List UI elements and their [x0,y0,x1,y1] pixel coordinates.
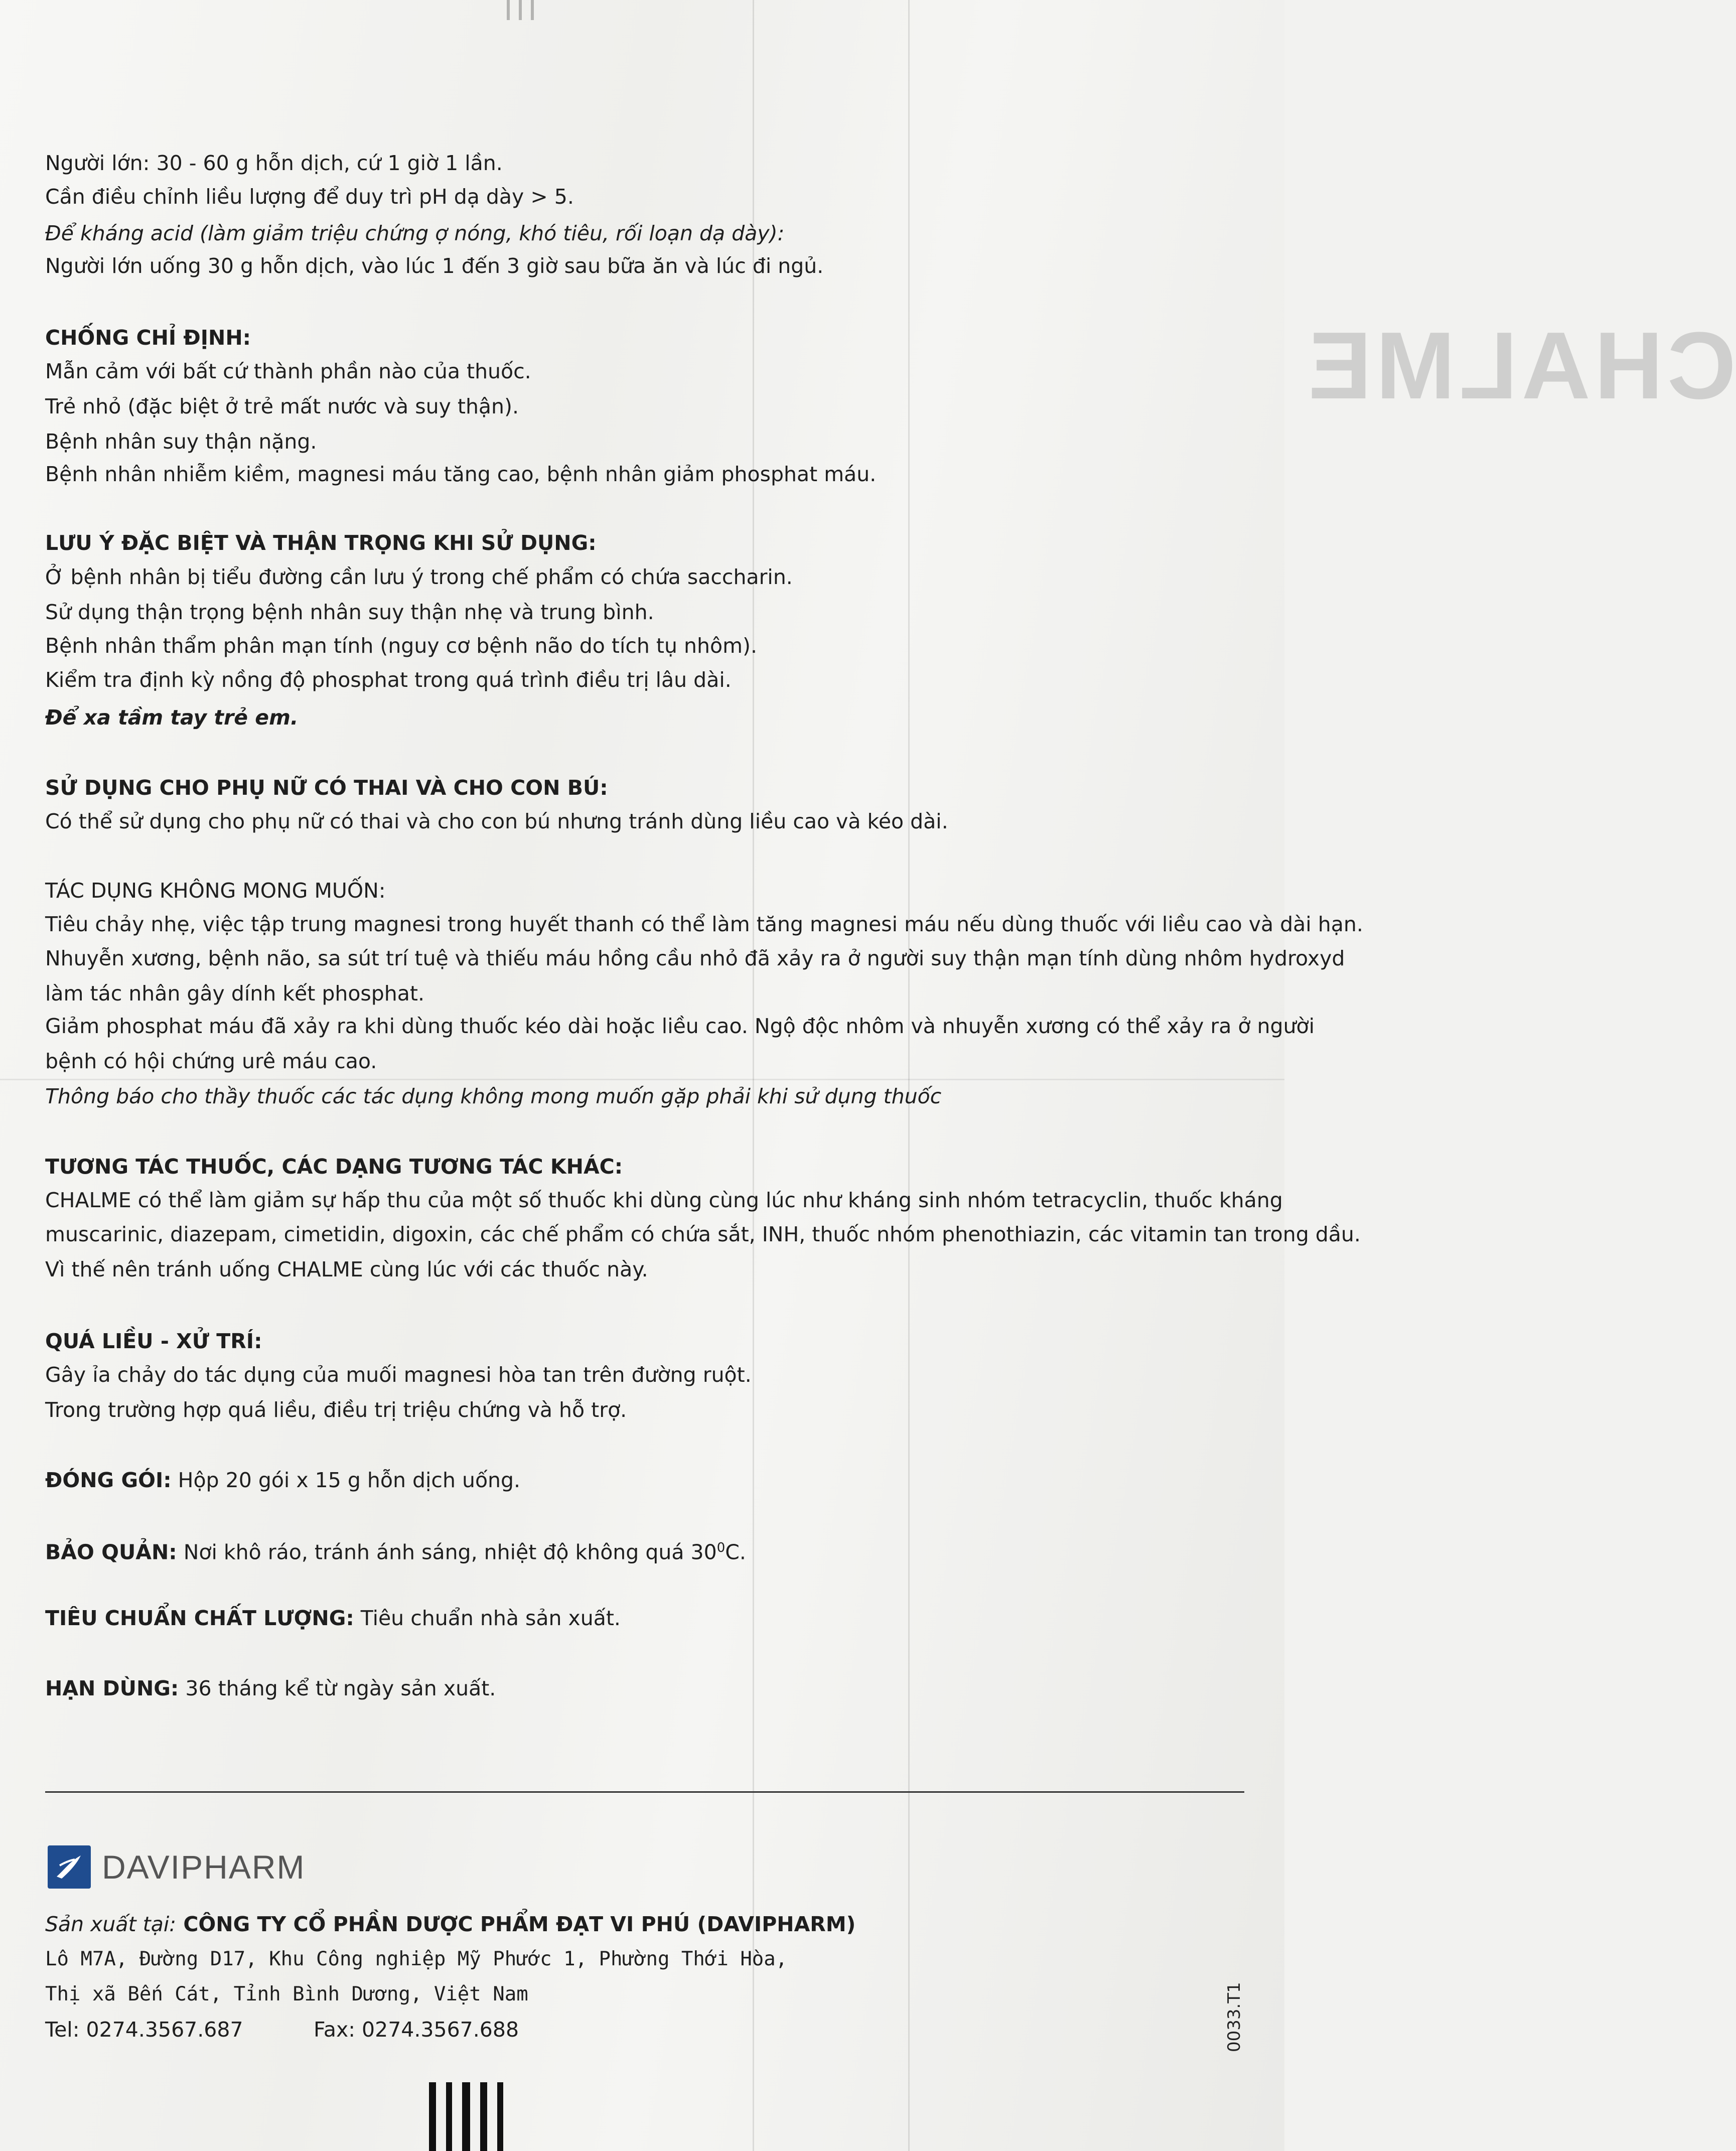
contraindication-item: Bệnh nhân nhiễm kiềm, magnesi máu tăng cao, bệnh nhân giảm phosphat máu. [45,462,877,486]
quality-standard-label: TIÊU CHUẨN CHẤT LƯỢNG: [45,1606,354,1630]
side-effects-text: làm tác nhân gây dính kết phosphat. [45,981,425,1006]
manufacturer-fax: Fax: 0274.3567.688 [314,2018,519,2042]
fold-crease [753,0,754,2151]
overdose-text: Trong trường hợp quá liều, điều trị triệu chứng và hỗ trợ. [45,1398,627,1422]
packaging-value: Hộp 20 gói x 15 g hỗn dịch uống. [171,1468,521,1492]
side-effects-text: Giảm phosphat máu đã xảy ra khi dùng thuốc kéo dài hoặc liều cao. Ngộ độc nhôm và nhuyễn xương có thể xảy ra ở người [45,1014,1315,1038]
storage-label: BẢO QUẢN: [45,1540,177,1564]
fold-crease [908,0,910,2151]
interactions-text: Vì thế nên tránh uống CHALME cùng lúc với các thuốc này. [45,1257,648,1281]
quality-standard-line [45,1606,621,1631]
bleed-through-brand: CHALME [1304,313,1736,419]
document-code: 0033.T1 [1224,1982,1244,2052]
manufacturer-address: Thị xã Bến Cát, Tỉnh Bình Dương, Việt Nam [45,1983,528,2005]
fold-crease [0,1079,1284,1080]
pregnancy-heading: SỬ DỤNG CHO PHỤ NỮ CÓ THAI VÀ CHO CON BÚ: [45,776,608,800]
contraindication-item: Trẻ nhỏ (đặc biệt ở trẻ mất nước và suy thận). [45,394,519,418]
quality-standard-value: Tiêu chuẩn nhà sản xuất. [354,1606,621,1630]
side-effects-text: Tiêu chảy nhẹ, việc tập trung magnesi trong huyết thanh có thể làm tăng magnesi máu nếu dùng thuốc với liều cao và dài hạn. [45,912,1363,936]
dosage-antacid: Người lớn uống 30 g hỗn dịch, vào lúc 1 đến 3 giờ sau bữa ăn và lúc đi ngủ. [45,254,824,278]
expiry-label: HẠN DÙNG: [45,1676,179,1700]
manufacturer-line [45,1912,855,1937]
dosage-antacid-heading: Để kháng acid (làm giảm triệu chứng ợ nóng, khó tiêu, rối loạn dạ dày): [45,221,785,245]
interactions-text: muscarinic, diazepam, cimetidin, digoxin, các chế phẩm có chứa sắt, INH, thuốc nhóm phenothiazin, các vitamin tan trong dầu. [45,1222,1361,1246]
degree-sup: 0 [716,1540,726,1555]
side-effects-heading: TÁC DỤNG KHÔNG MONG MUỐN: [45,879,386,903]
keep-away-notice: Để xa tầm tay trẻ em. [45,705,299,730]
logo-wordmark: DAVIPHARM [102,1848,306,1886]
manufacturer-label: Sản xuất tại: [45,1912,177,1936]
contraindication-heading: CHỐNG CHỈ ĐỊNH: [45,326,251,350]
manufacturer-address: Lô M7A, Đường D17, Khu Công nghiệp Mỹ Phước 1, Phường Thới Hòa, [45,1948,788,1970]
overdose-heading: QUÁ LIỀU - XỬ TRÍ: [45,1329,262,1353]
manufacturer-tel: Tel: 0274.3567.687 [45,2018,243,2042]
packaging-label: ĐÓNG GÓI: [45,1468,172,1492]
pregnancy-text: Có thể sử dụng cho phụ nữ có thai và cho con bú nhưng tránh dùng liều cao và kéo dài. [45,809,948,833]
dosage-adult: Người lớn: 30 - 60 g hỗn dịch, cứ 1 giờ 1 lần. [45,151,503,175]
interactions-heading: TƯƠNG TÁC THUỐC, CÁC DẠNG TƯƠNG TÁC KHÁC: [45,1155,623,1179]
dosage-adjust: Cần điều chỉnh liều lượng để duy trì pH dạ dày > 5. [45,185,574,209]
davipharm-logo [48,1845,306,1889]
manufacturer-name: CÔNG TY CỔ PHẦN DƯỢC PHẨM ĐẠT VI PHÚ (DAVIPHARM) [176,1912,856,1936]
logo-mark-icon [48,1845,91,1889]
cut-marks [507,0,534,20]
warning-item: Bệnh nhân thẩm phân mạn tính (nguy cơ bệnh não do tích tụ nhôm). [45,634,758,658]
contraindication-item: Mẫn cảm với bất cứ thành phần nào của thuốc. [45,359,531,383]
packaging-line [45,1468,520,1493]
storage-unit: C. [725,1540,746,1564]
warning-item: Ở bệnh nhân bị tiểu đường cần lưu ý trong chế phẩm có chứa saccharin. [45,565,793,589]
side-effects-text: bệnh có hội chứng urê máu cao. [45,1049,377,1073]
expiry-line [45,1676,496,1701]
warnings-heading: LƯU Ý ĐẶC BIỆT VÀ THẬN TRỌNG KHI SỬ DỤNG: [45,531,597,555]
expiry-value: 36 tháng kể từ ngày sản xuất. [179,1676,496,1700]
overdose-text: Gây ỉa chảy do tác dụng của muối magnesi hòa tan trên đường ruột. [45,1363,752,1387]
warning-item: Sử dụng thận trọng bệnh nhân suy thận nhẹ và trung bình. [45,600,654,624]
warning-item: Kiểm tra định kỳ nồng độ phosphat trong quá trình điều trị lâu dài. [45,668,732,692]
contraindication-item: Bệnh nhân suy thận nặng. [45,429,317,454]
side-effects-text: Nhuyễn xương, bệnh não, sa sút trí tuệ và thiếu máu hồng cầu nhỏ đã xảy ra ở người suy thận mạn tính dùng nhôm hydroxyd [45,946,1345,970]
footer-divider [45,1791,1244,1793]
storage-value: Nơi khô ráo, tránh ánh sáng, nhiệt độ không quá 30 [177,1540,717,1564]
interactions-text: CHALME có thể làm giảm sự hấp thu của một số thuốc khi dùng cùng lúc như kháng sinh nhóm tetracyclin, thuốc kháng [45,1188,1283,1212]
storage-line [45,1535,746,1565]
side-effects-notice: Thông báo cho thầy thuốc các tác dụng không mong muốn gặp phải khi sử dụng thuốc [45,1084,942,1108]
pharma-barcode [429,2082,503,2151]
